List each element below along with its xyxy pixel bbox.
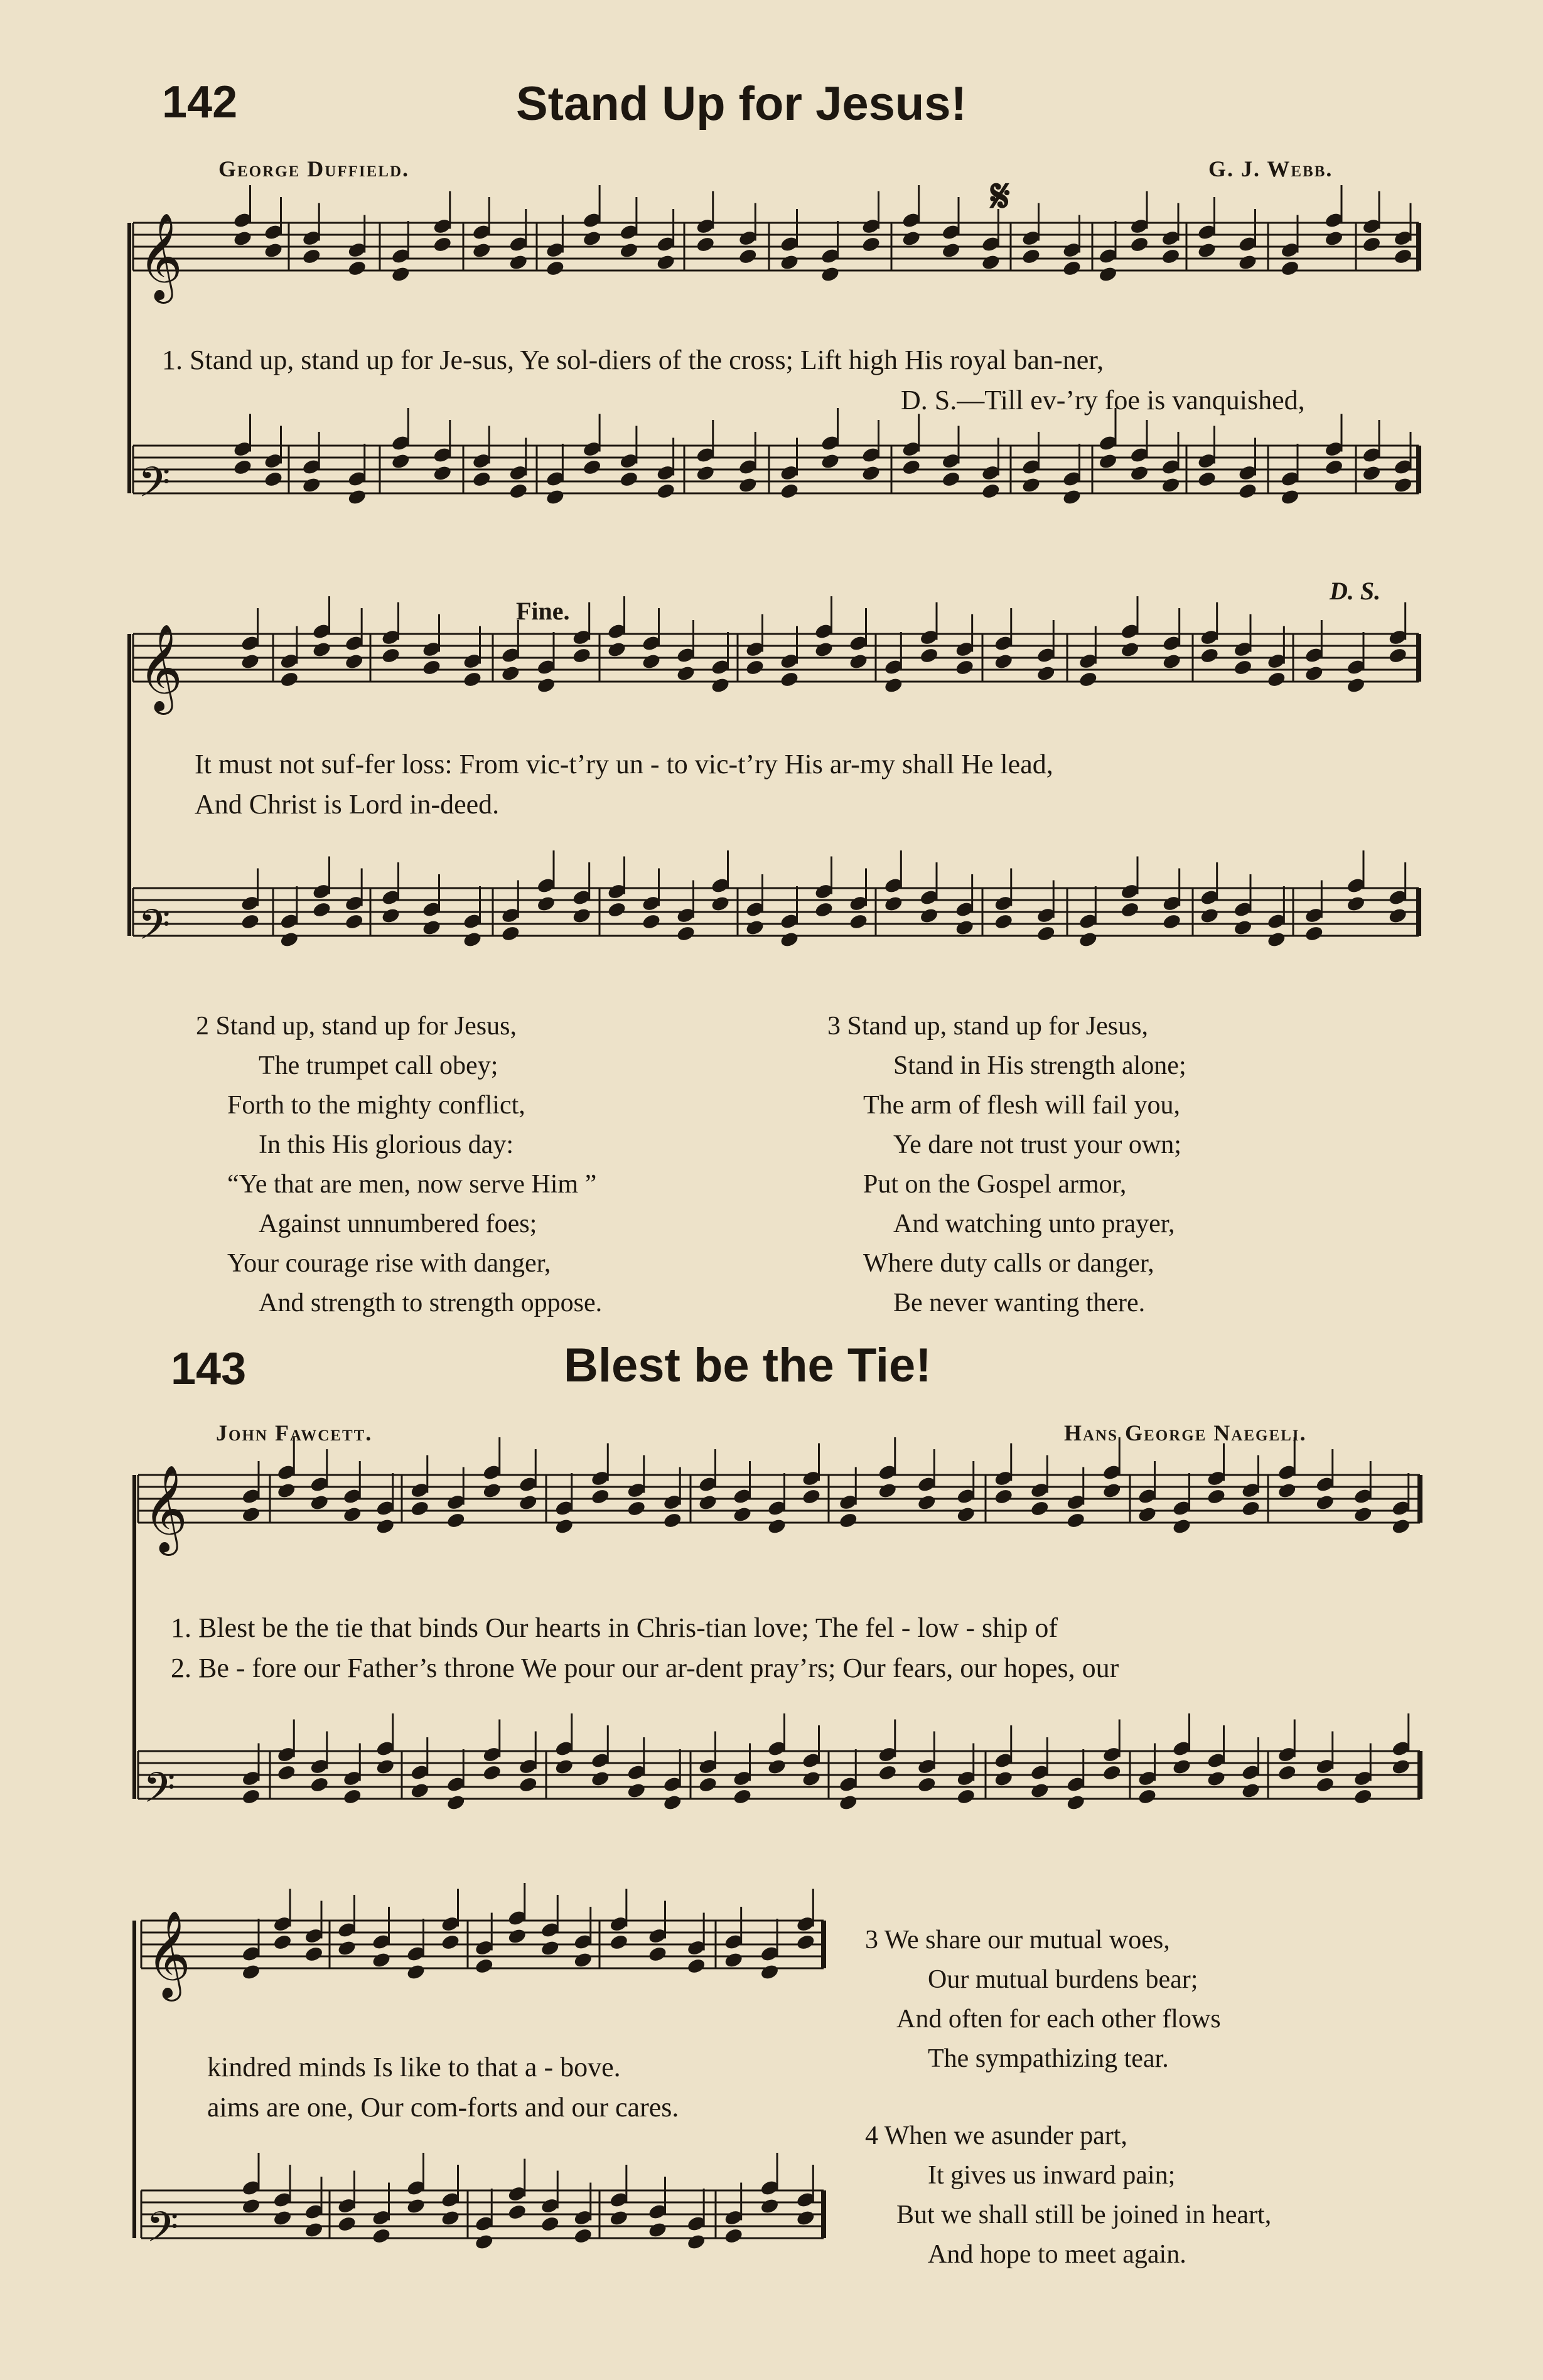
note-head bbox=[272, 2209, 292, 2226]
note-head bbox=[372, 1951, 391, 1968]
note-head bbox=[878, 1764, 897, 1781]
note-head bbox=[1207, 1770, 1226, 1787]
note-head bbox=[849, 913, 868, 930]
note-head bbox=[572, 647, 591, 664]
note-head bbox=[410, 1500, 429, 1517]
note-head bbox=[878, 1482, 897, 1499]
treble-clef-icon: 𝄞 bbox=[138, 624, 183, 711]
note-head bbox=[955, 659, 974, 676]
note-head bbox=[508, 483, 528, 500]
staff-142-2-treble bbox=[133, 634, 1419, 682]
note-head bbox=[241, 1506, 261, 1523]
note-head bbox=[433, 236, 452, 253]
verse-3 bbox=[865, 1921, 1221, 2079]
note-head bbox=[1030, 1500, 1050, 1517]
verse-line: 2 Stand up, stand up for Jesus, bbox=[196, 1012, 517, 1041]
note-head bbox=[1238, 254, 1257, 271]
note-head bbox=[391, 453, 411, 469]
note-head bbox=[1353, 1506, 1373, 1523]
note-head bbox=[1172, 1758, 1191, 1775]
staff-143-1-treble bbox=[138, 1475, 1420, 1523]
verse-4 bbox=[865, 2116, 1271, 2275]
note-head bbox=[738, 248, 758, 265]
note-head bbox=[554, 1518, 574, 1535]
note-head bbox=[626, 1782, 646, 1799]
verse-number: 4 bbox=[865, 2121, 878, 2150]
note-head bbox=[1161, 476, 1180, 493]
verse-2 bbox=[196, 1007, 602, 1323]
verse-number: 2 bbox=[196, 1012, 209, 1041]
note-head bbox=[1391, 1758, 1411, 1775]
note-head bbox=[994, 913, 1013, 930]
note-head bbox=[304, 1946, 323, 1963]
note-head bbox=[687, 1958, 706, 1975]
note-head bbox=[264, 471, 283, 488]
note-head bbox=[591, 1770, 610, 1787]
verse-line: 4 When we asunder part, bbox=[865, 2121, 1127, 2150]
note-head bbox=[698, 1776, 718, 1793]
note-head bbox=[1036, 665, 1056, 682]
note-head bbox=[1129, 464, 1149, 481]
note-head bbox=[1098, 453, 1117, 469]
note-head bbox=[607, 641, 626, 658]
note-head bbox=[583, 459, 602, 476]
note-head bbox=[1267, 671, 1286, 688]
note-head bbox=[802, 1770, 821, 1787]
verse-line: It gives us inward pain; bbox=[928, 2161, 1176, 2190]
note-head bbox=[1241, 1500, 1261, 1517]
note-head bbox=[482, 1482, 502, 1499]
note-head bbox=[441, 2209, 460, 2226]
note-head bbox=[698, 1494, 718, 1511]
note-head bbox=[583, 230, 602, 247]
note-head bbox=[1062, 260, 1082, 277]
note-head bbox=[1280, 260, 1299, 277]
note-head bbox=[1129, 236, 1149, 253]
note-head bbox=[733, 1506, 752, 1523]
note-head bbox=[241, 2197, 261, 2214]
note-head bbox=[724, 1951, 743, 1968]
note-head bbox=[1036, 925, 1056, 942]
note-head bbox=[264, 242, 283, 259]
verse-line: Your courage rise with danger, bbox=[227, 1249, 551, 1278]
note-head bbox=[861, 236, 881, 253]
note-head bbox=[820, 453, 840, 469]
note-head bbox=[519, 1776, 538, 1793]
note-head bbox=[1315, 1494, 1335, 1511]
note-head bbox=[745, 919, 765, 936]
note-head bbox=[312, 901, 331, 918]
note-head bbox=[796, 1934, 815, 1951]
note-head bbox=[372, 2227, 391, 2244]
note-head bbox=[381, 907, 401, 924]
bass-clef-icon: 𝄢 bbox=[146, 2203, 179, 2261]
verse-number: 3 bbox=[865, 1926, 878, 1954]
note-head bbox=[1315, 1776, 1335, 1793]
note-head bbox=[839, 1512, 858, 1529]
note-head bbox=[1393, 248, 1412, 265]
note-head bbox=[917, 1776, 937, 1793]
note-head bbox=[347, 488, 367, 505]
note-head bbox=[1388, 907, 1407, 924]
note-head bbox=[1197, 471, 1217, 488]
note-head bbox=[814, 641, 834, 658]
note-head bbox=[1030, 1782, 1050, 1799]
note-head bbox=[648, 2221, 667, 2238]
note-head bbox=[1162, 653, 1181, 670]
note-head bbox=[345, 913, 364, 930]
verse-line: Stand in His strength alone; bbox=[893, 1051, 1186, 1080]
lyrics-row2-verse1: It must not suf-fer loss: From vic-t’ry un - to vic-t’ry His ar-my shall He lead, bbox=[195, 749, 1053, 780]
note-head bbox=[676, 665, 696, 682]
note-head bbox=[1233, 919, 1252, 936]
note-head bbox=[941, 242, 960, 259]
note-head bbox=[1021, 476, 1041, 493]
note-head bbox=[1098, 265, 1117, 282]
note-head bbox=[607, 901, 626, 918]
note-head bbox=[536, 677, 556, 694]
note-head bbox=[345, 653, 364, 670]
note-head bbox=[609, 1934, 628, 1951]
note-head bbox=[1388, 647, 1407, 664]
hymn-number: 142 bbox=[162, 77, 238, 127]
verse-line: Ye dare not trust your own; bbox=[893, 1130, 1181, 1159]
note-head bbox=[1277, 1764, 1297, 1781]
note-head bbox=[240, 913, 260, 930]
note-head bbox=[1353, 1788, 1373, 1805]
note-head bbox=[546, 488, 565, 505]
note-head bbox=[626, 1500, 646, 1517]
note-head bbox=[994, 653, 1013, 670]
note-head bbox=[302, 476, 321, 493]
note-head bbox=[767, 1758, 787, 1775]
note-head bbox=[941, 471, 960, 488]
note-head bbox=[1267, 931, 1286, 948]
note-head bbox=[1207, 1488, 1226, 1505]
note-head bbox=[696, 236, 715, 253]
note-head bbox=[312, 641, 331, 658]
note-head bbox=[1120, 901, 1139, 918]
note-head bbox=[1066, 1512, 1085, 1529]
note-head bbox=[738, 476, 758, 493]
staff-142-1-treble bbox=[133, 223, 1419, 271]
fine-mark: Fine. bbox=[516, 597, 570, 625]
note-head bbox=[780, 254, 799, 271]
note-head bbox=[573, 1951, 593, 1968]
treble-clef-icon: 𝄞 bbox=[138, 213, 183, 300]
note-head bbox=[406, 2197, 426, 2214]
note-head bbox=[1362, 236, 1381, 253]
note-head bbox=[994, 1488, 1013, 1505]
verse-line: And often for each other flows bbox=[896, 2005, 1221, 2034]
note-head bbox=[1200, 907, 1219, 924]
dal-segno-mark: D. S. bbox=[1330, 577, 1381, 605]
note-head bbox=[1233, 659, 1252, 676]
note-head bbox=[1066, 1794, 1085, 1811]
note-head bbox=[375, 1518, 395, 1535]
verse-line: The arm of flesh will fail you, bbox=[863, 1091, 1181, 1120]
note-head bbox=[1200, 647, 1219, 664]
note-head bbox=[814, 901, 834, 918]
note-head bbox=[279, 671, 299, 688]
note-head bbox=[760, 2197, 779, 2214]
note-head bbox=[422, 659, 441, 676]
note-head bbox=[1137, 1506, 1157, 1523]
note-head bbox=[955, 919, 974, 936]
note-head bbox=[711, 895, 730, 912]
note-head bbox=[609, 2209, 628, 2226]
note-head bbox=[279, 931, 299, 948]
note-head bbox=[507, 1927, 527, 1944]
lyrics-row2-ending: And Christ is Lord in-deed. bbox=[195, 789, 500, 820]
note-head bbox=[760, 1963, 779, 1980]
note-head bbox=[241, 1963, 261, 1980]
note-head bbox=[711, 677, 730, 694]
note-head bbox=[884, 677, 903, 694]
note-head bbox=[1120, 641, 1139, 658]
note-head bbox=[573, 2227, 593, 2244]
treble-clef-icon: 𝄞 bbox=[146, 1911, 191, 1998]
staff-143-1-bass bbox=[138, 1751, 1420, 1799]
note-head bbox=[540, 2216, 560, 2233]
staff-142-1-bass bbox=[133, 446, 1419, 493]
note-head bbox=[796, 2209, 815, 2226]
treble-clef-icon: 𝄞 bbox=[143, 1465, 188, 1552]
note-head bbox=[724, 2227, 743, 2244]
note-head bbox=[475, 2233, 494, 2250]
note-head bbox=[1393, 476, 1412, 493]
note-head bbox=[994, 1770, 1013, 1787]
verse-line: Our mutual burdens bear; bbox=[928, 1965, 1198, 1994]
note-head bbox=[663, 1794, 682, 1811]
composer-credit: Hans George Naegeli. bbox=[1064, 1420, 1307, 1445]
note-head bbox=[884, 895, 903, 912]
bass-clef-icon: 𝄢 bbox=[143, 1764, 176, 1822]
note-head bbox=[1102, 1764, 1122, 1781]
note-head bbox=[302, 248, 321, 265]
note-head bbox=[656, 254, 675, 271]
note-head bbox=[1346, 677, 1365, 694]
note-head bbox=[901, 459, 921, 476]
verse-line: And strength to strength oppose. bbox=[259, 1289, 603, 1317]
note-head bbox=[1304, 665, 1324, 682]
lyrics-row1-verse1: 1. Stand up, stand up for Je-sus, Ye sol-diers of the cross; Lift high His royal ban-ner, bbox=[162, 345, 1104, 375]
bass-clef-icon: 𝄢 bbox=[138, 458, 171, 517]
note-head bbox=[406, 1963, 426, 1980]
note-head bbox=[1172, 1518, 1191, 1535]
note-head bbox=[1280, 488, 1299, 505]
verse-line: “Ye that are men, now serve Him ” bbox=[227, 1170, 597, 1199]
note-head bbox=[343, 1788, 362, 1805]
note-head bbox=[849, 653, 868, 670]
verse-line: Put on the Gospel armor, bbox=[863, 1170, 1127, 1199]
note-head bbox=[536, 895, 556, 912]
note-head bbox=[233, 459, 252, 476]
note-head bbox=[519, 1494, 538, 1511]
note-head bbox=[1304, 925, 1324, 942]
lyrics-row2-verse2: aims are one, Our com-forts and our cares. bbox=[207, 2092, 679, 2123]
note-head bbox=[919, 907, 938, 924]
note-head bbox=[696, 464, 715, 481]
note-head bbox=[1102, 1482, 1122, 1499]
note-head bbox=[861, 464, 881, 481]
hymn-title: Stand Up for Jesus! bbox=[516, 77, 967, 131]
note-head bbox=[767, 1518, 787, 1535]
hymn-number: 143 bbox=[171, 1344, 247, 1394]
note-head bbox=[917, 1494, 937, 1511]
note-head bbox=[839, 1794, 858, 1811]
note-head bbox=[410, 1782, 429, 1799]
note-head bbox=[337, 2216, 357, 2233]
note-head bbox=[956, 1506, 976, 1523]
note-head bbox=[1346, 895, 1365, 912]
note-head bbox=[642, 913, 661, 930]
note-head bbox=[820, 265, 840, 282]
note-head bbox=[309, 1776, 329, 1793]
note-head bbox=[240, 653, 260, 670]
note-head bbox=[591, 1488, 610, 1505]
note-head bbox=[277, 1764, 296, 1781]
note-head bbox=[1062, 488, 1082, 505]
note-head bbox=[343, 1506, 362, 1523]
composer-credit: G. J. Webb. bbox=[1208, 156, 1333, 181]
note-head bbox=[391, 265, 411, 282]
verse-line: And watching unto prayer, bbox=[893, 1209, 1175, 1238]
note-head bbox=[642, 653, 661, 670]
note-head bbox=[422, 919, 441, 936]
note-head bbox=[475, 1958, 494, 1975]
note-head bbox=[1391, 1518, 1411, 1535]
note-head bbox=[446, 1794, 466, 1811]
note-head bbox=[277, 1482, 296, 1499]
verse-line: 3 We share our mutual woes, bbox=[865, 1926, 1170, 1954]
note-head bbox=[381, 647, 401, 664]
note-head bbox=[676, 925, 696, 942]
note-head bbox=[619, 471, 638, 488]
note-head bbox=[687, 2233, 706, 2250]
note-head bbox=[554, 1758, 574, 1775]
note-head bbox=[472, 471, 492, 488]
note-head bbox=[1277, 1482, 1297, 1499]
note-head bbox=[648, 1946, 667, 1963]
note-head bbox=[1238, 483, 1257, 500]
note-head bbox=[1078, 931, 1098, 948]
note-head bbox=[508, 254, 528, 271]
note-head bbox=[619, 242, 638, 259]
note-head bbox=[1021, 248, 1041, 265]
note-head bbox=[981, 254, 1001, 271]
note-head bbox=[501, 925, 520, 942]
staff-143-2-bass bbox=[141, 2190, 824, 2238]
bass-clef-icon: 𝄢 bbox=[138, 901, 171, 959]
note-head bbox=[375, 1758, 395, 1775]
note-head bbox=[1362, 464, 1381, 481]
lyrics-row1-ds: D. S.—Till ev-’ry foe is vanquished, bbox=[901, 385, 1305, 415]
hymn-title: Blest be the Tie! bbox=[564, 1339, 932, 1392]
note-head bbox=[463, 931, 482, 948]
lyricist-credit: George Duffield. bbox=[218, 156, 410, 181]
note-head bbox=[919, 647, 938, 664]
note-head bbox=[780, 483, 799, 500]
lyrics-row2-verse1: kindred minds Is like to that a - bove. bbox=[207, 2052, 621, 2082]
note-head bbox=[901, 230, 921, 247]
verse-line: 3 Stand up, stand up for Jesus, bbox=[827, 1012, 1148, 1041]
note-head bbox=[956, 1788, 976, 1805]
verse-line: Forth to the mighty conflict, bbox=[227, 1091, 525, 1120]
note-head bbox=[540, 1939, 560, 1956]
verse-line: Against unnumbered foes; bbox=[259, 1209, 537, 1238]
verse-line: Be never wanting there. bbox=[893, 1289, 1146, 1317]
note-head bbox=[472, 242, 492, 259]
note-head bbox=[309, 1494, 329, 1511]
verse-line: But we shall still be joined in heart, bbox=[896, 2200, 1272, 2229]
note-head bbox=[981, 483, 1001, 500]
note-head bbox=[446, 1512, 466, 1529]
note-head bbox=[304, 2221, 323, 2238]
note-head bbox=[656, 483, 675, 500]
note-head bbox=[1241, 1782, 1261, 1799]
note-head bbox=[1197, 242, 1217, 259]
note-head bbox=[272, 1934, 292, 1951]
note-head bbox=[780, 671, 799, 688]
note-head bbox=[546, 260, 565, 277]
note-head bbox=[1137, 1788, 1157, 1805]
lyrics-row1-verse2: 2. Be - fore our Father’s throne We pour our ar-dent pray’rs; Our fears, our hopes, our bbox=[171, 1653, 1119, 1683]
note-head bbox=[1324, 459, 1343, 476]
note-head bbox=[433, 464, 452, 481]
verse-line: And hope to meet again. bbox=[928, 2240, 1186, 2269]
note-head bbox=[1324, 230, 1343, 247]
note-head bbox=[663, 1512, 682, 1529]
segno-icon: 𝄋 bbox=[991, 171, 1010, 222]
lyricist-credit: John Fawcett. bbox=[216, 1420, 373, 1445]
note-head bbox=[1078, 671, 1098, 688]
note-head bbox=[733, 1788, 752, 1805]
note-head bbox=[501, 665, 520, 682]
note-head bbox=[463, 671, 482, 688]
note-head bbox=[1162, 913, 1181, 930]
note-head bbox=[482, 1764, 502, 1781]
note-head bbox=[1161, 248, 1180, 265]
note-head bbox=[745, 659, 765, 676]
verse-number: 3 bbox=[827, 1012, 841, 1041]
note-head bbox=[241, 1788, 261, 1805]
note-head bbox=[507, 2204, 527, 2221]
note-head bbox=[347, 260, 367, 277]
verse-line: The trumpet call obey; bbox=[259, 1051, 498, 1080]
note-head bbox=[441, 1934, 460, 1951]
note-head bbox=[572, 907, 591, 924]
verse-line: In this His glorious day: bbox=[259, 1130, 513, 1159]
note-head bbox=[337, 1939, 357, 1956]
note-head bbox=[802, 1488, 821, 1505]
lyrics-row1-verse1: 1. Blest be the tie that binds Our hearts in Chris-tian love; The fel - low - ship of bbox=[171, 1612, 1058, 1643]
note-head bbox=[780, 931, 799, 948]
note-head bbox=[233, 230, 252, 247]
verse-3 bbox=[827, 1007, 1186, 1323]
verse-line: Where duty calls or danger, bbox=[863, 1249, 1154, 1278]
verse-line: The sympathizing tear. bbox=[928, 2044, 1169, 2073]
